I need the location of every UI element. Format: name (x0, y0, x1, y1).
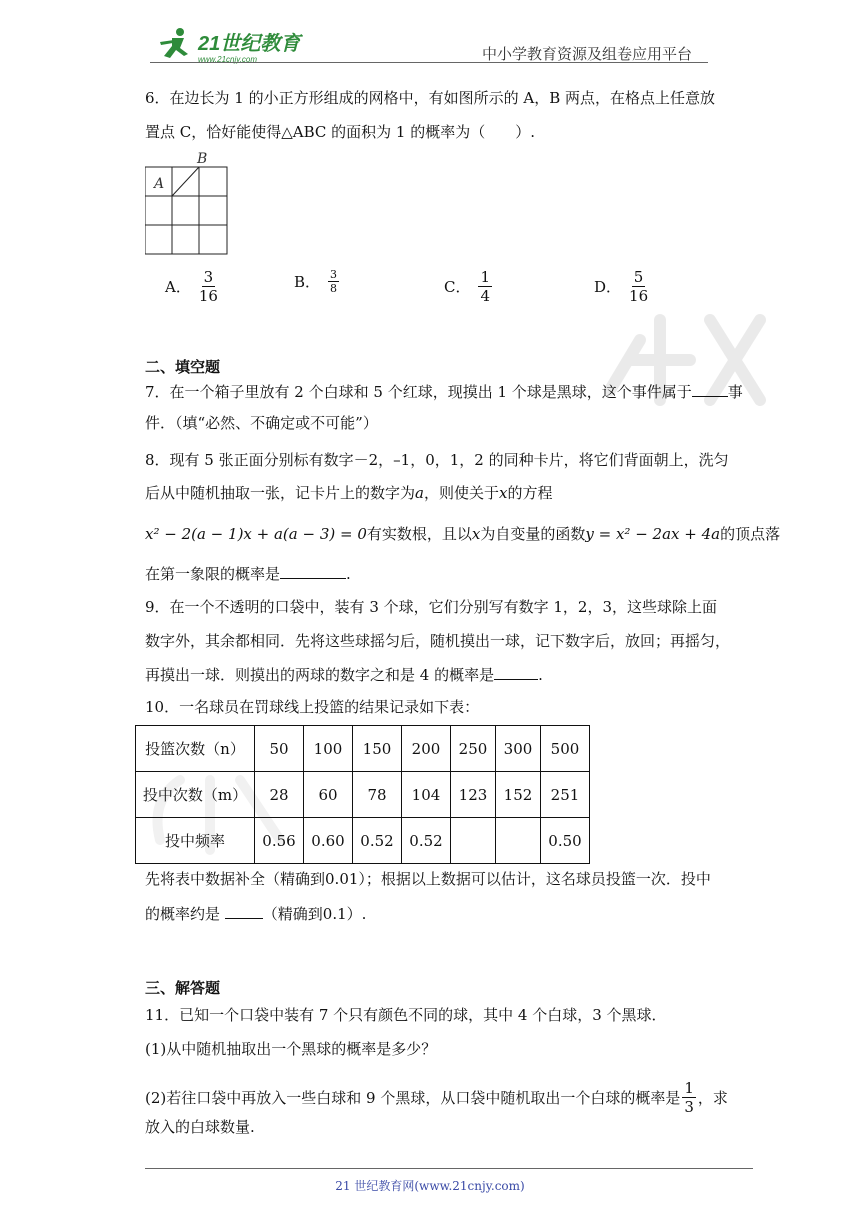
q11-fraction (682, 1079, 696, 1116)
q11-line2: (1)从中随机抽取出一个黑球的概率是多少？ (145, 1040, 437, 1058)
table-cell: 200 (402, 726, 451, 772)
q7-answer-blank (692, 381, 728, 397)
q6-option-b (294, 268, 339, 295)
q10-after-line1: 先将表中数据补全（精确到0.01）；根据以上数据可以估计，这名球员投篮一次．投中 (145, 870, 711, 888)
q10-after-line2b: （精确到0.1）. (262, 905, 367, 923)
q11-line3 (145, 1079, 728, 1116)
q8-line4-text: 在第一象限的概率是 (145, 565, 281, 583)
option-a-label: A． (165, 278, 191, 296)
q9-answer-blank (494, 664, 538, 680)
option-c-label: C． (444, 278, 471, 296)
table-cell: 0.60 (304, 818, 353, 864)
table-cell: 0.52 (402, 818, 451, 864)
footer-divider (145, 1168, 753, 1169)
point-b-label: B (197, 151, 208, 167)
q6-option-a (165, 268, 218, 305)
table-cell: 250 (451, 726, 496, 772)
table-cell: 50 (255, 726, 304, 772)
q8-line3a: 有实数根，且以 (366, 525, 472, 543)
q11-frac-den: 3 (684, 1098, 694, 1116)
q8-var-x: x (498, 484, 508, 502)
q8-line2c: 的方程 (507, 484, 553, 502)
table-cell: 60 (304, 772, 353, 818)
logo-url-text: www.21cnjy.com (198, 55, 257, 64)
table-cell: 28 (255, 772, 304, 818)
table-cell-empty (496, 818, 541, 864)
table-row-header: 投篮次数（n） (136, 726, 255, 772)
q11-line3-text: (2)若往口袋中再放入一些白球和 9 个黑球，从口袋中随机取出一个白球的概率是 (145, 1088, 681, 1107)
q9-line3 (145, 664, 543, 685)
table-cell: 152 (496, 772, 541, 818)
table-row (136, 772, 590, 818)
table-cell: 100 (304, 726, 353, 772)
q8-var-x-2: x (471, 525, 481, 543)
q8-equation-2: y = x² − 2ax + 4a (585, 525, 721, 543)
q9-line3-text: 再摸出一球．则摸出的两球的数字之和是 4 的概率是 (145, 666, 495, 684)
point-a-label: A (154, 176, 165, 192)
q6-option-c (444, 268, 492, 305)
q6-line1: 6．在边长为 1 的小正方形组成的网格中，有如图所示的 A，B 两点，在格点上任意放 (145, 89, 716, 107)
table-cell: 104 (402, 772, 451, 818)
q8-line3c: 的顶点落 (720, 525, 781, 543)
option-a-den: 16 (198, 287, 218, 305)
option-b-den: 8 (330, 282, 338, 295)
table-cell: 78 (353, 772, 402, 818)
option-a-fraction (199, 268, 218, 305)
table-cell: 0.50 (541, 818, 590, 864)
q9-line2: 数字外，其余都相同．先将这些球摇匀后，随机摸出一球，记下数字后，放回；再摇匀， (145, 632, 731, 650)
header-platform-text: 中小学教育资源及组卷应用平台 (481, 45, 692, 63)
q7-line1-text: 7．在一个箱子里放有 2 个白球和 5 个红球，现摸出 1 个球是黑球，这个事件属于 (145, 383, 692, 401)
table-cell: 0.56 (255, 818, 304, 864)
q9-line3-end: . (538, 666, 543, 684)
q8-line2b: ，则使关于 (423, 484, 499, 502)
q8-line2a: 后从中随机抽取一张，记卡片上的数字为 (145, 484, 416, 502)
q8-line3 (145, 524, 780, 544)
logo-text: 21世纪教育 (198, 33, 301, 55)
option-b-label: B． (294, 273, 321, 291)
header-divider (150, 62, 708, 63)
q8-line1: 8．现有 5 张正面分别标有数字－2，–1，0，1，2 的同种卡片，将它们背面朝上，洗匀 (145, 451, 729, 469)
table-row-header: 投中次数（m） (136, 772, 255, 818)
q10-after-line2 (145, 903, 366, 924)
footer-text: 21 世纪教育网(www.21cnjy.com) (335, 1179, 525, 1193)
option-a-num: 3 (203, 268, 214, 286)
option-c-den: 4 (480, 287, 491, 305)
q9-line1: 9．在一个不透明的口袋中，装有 3 个球，它们分别写有数字 1，2，3，这些球除上面 (145, 598, 718, 616)
option-c-num: 1 (480, 268, 491, 286)
table-row (136, 726, 590, 772)
table-cell: 500 (541, 726, 590, 772)
q8-line4 (145, 563, 351, 584)
q8-line4-end: . (346, 565, 351, 583)
segment-ab (172, 167, 199, 196)
q8-equation-1: x² − 2(a − 1)x + a(a − 3) = 0 (145, 525, 367, 543)
table-cell: 150 (353, 726, 402, 772)
q6-line2: 置点 C，恰好能使得△ABC 的面积为 1 的概率为（ ）. (145, 123, 536, 141)
option-d-den: 16 (629, 287, 649, 305)
option-d-label: D． (594, 278, 622, 296)
option-b-num: 3 (330, 268, 338, 281)
q11-line1: 11．已知一个口袋中装有 7 个只有颜色不同的球，其中 4 个白球，3 个黑球． (145, 1006, 667, 1024)
q11-line3-end: ，求 (697, 1088, 728, 1107)
q7-line1 (145, 381, 743, 402)
option-b-fraction (328, 268, 339, 295)
q10-intro: 10．一名球员在罚球线上投篮的结果记录如下表： (145, 698, 480, 716)
grid-figure (145, 150, 245, 260)
section-2-heading: 二、填空题 (145, 358, 221, 376)
watermark-mark (600, 300, 770, 420)
q10-answer-blank (225, 903, 263, 919)
table-row (136, 818, 590, 864)
section-3-heading: 三、解答题 (145, 979, 221, 997)
q11-frac-num: 1 (684, 1079, 694, 1097)
table-cell-empty (451, 818, 496, 864)
q8-line3b: 为自变量的函数 (480, 525, 586, 543)
table-row-header: 投中频率 (136, 818, 255, 864)
q8-var-a: a (415, 484, 424, 502)
q7-line2: 件．（填“必然、不确定或不可能”） (145, 414, 378, 432)
q8-line2 (145, 483, 552, 503)
option-c-fraction (478, 268, 492, 305)
q11-line4: 放入的白球数量. (145, 1118, 255, 1136)
q7-line1-end: 事 (727, 383, 743, 401)
table-cell: 0.52 (353, 818, 402, 864)
q8-answer-blank (280, 563, 346, 579)
q10-after-line2a: 的概率约是 (145, 905, 221, 923)
table-cell: 300 (496, 726, 541, 772)
option-d-num: 5 (633, 268, 644, 286)
free-throw-table (135, 725, 590, 864)
runner-icon (160, 28, 188, 58)
table-cell: 123 (451, 772, 496, 818)
table-cell: 251 (541, 772, 590, 818)
